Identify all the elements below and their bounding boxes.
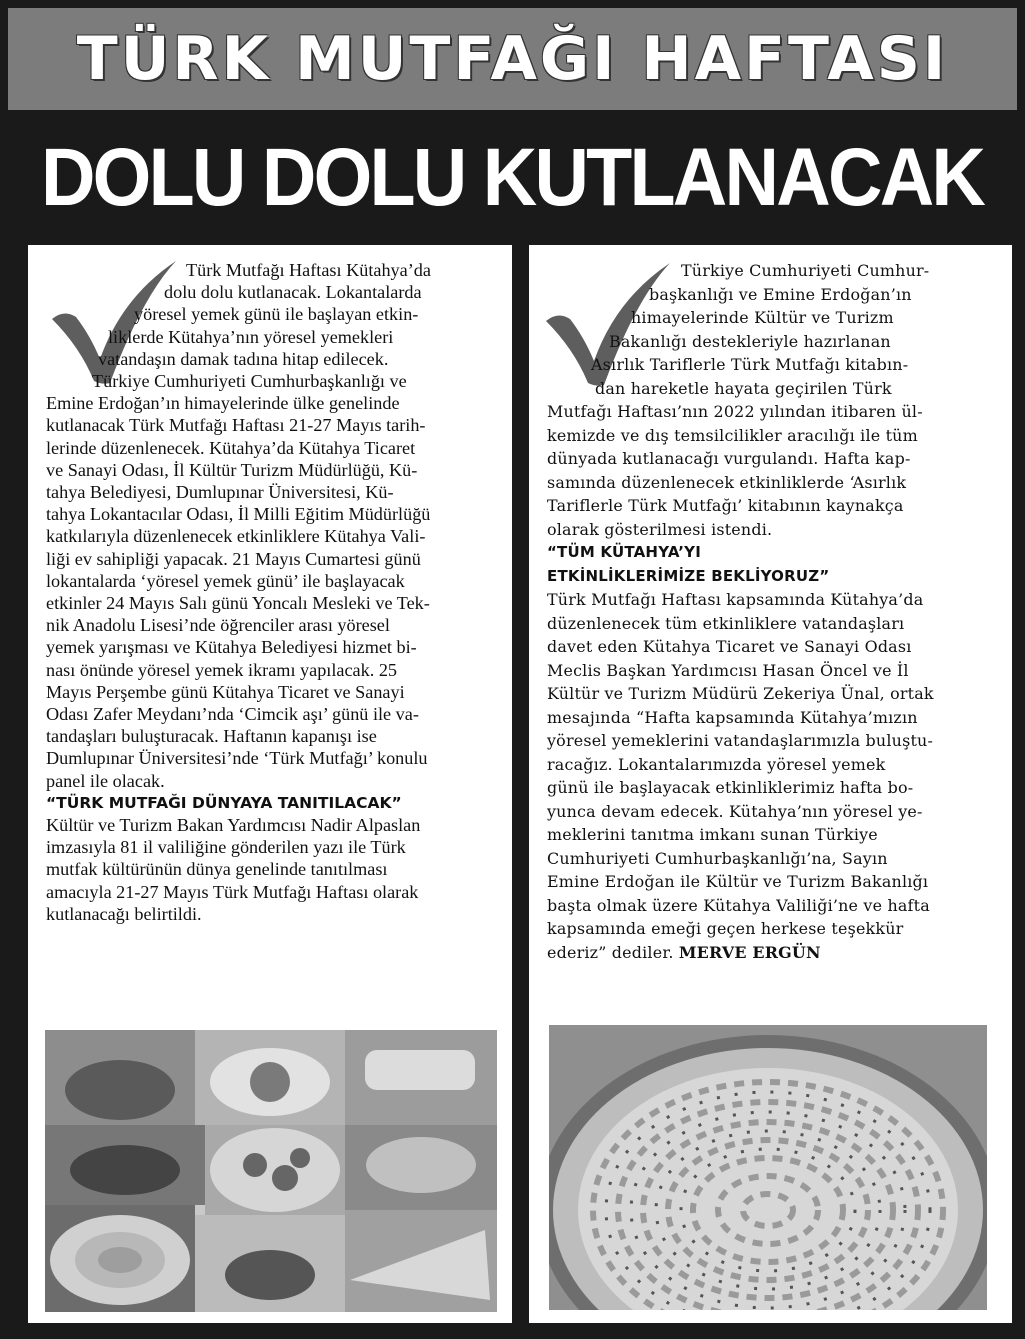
- manti-tray-photo: [549, 1025, 987, 1310]
- article-line: tahya Belediyesi, Dumlupınar Üniversitesi, Kü-: [46, 482, 394, 503]
- article-line: günü ile başlayacak etkinliklerimiz hafta bo-: [547, 778, 914, 797]
- article-line: yöresel yemek günü ile başlayan etkin-: [134, 304, 419, 325]
- article-line: liklerde Kütahya’nın yöresel yemekleri: [108, 326, 394, 347]
- article-line: meklerini tanıtma imkanı sunan Türkiye: [547, 825, 878, 844]
- right-subheading-line: ETKİNLİKLERİMİZE BEKLİYORUZ”: [547, 566, 830, 585]
- article-line: Kültür ve Turizm Müdürü Zekeriya Ünal, ortak: [547, 684, 934, 703]
- article-line: amacıyla 21-27 Mayıs Türk Mutfağı Haftası olarak: [46, 881, 419, 902]
- article-line: liği ev sahipliği yapacak. 21 Mayıs Cumartesi günü: [46, 548, 421, 569]
- article-line: Dumlupınar Üniversitesi’nde ‘Türk Mutfağı’ konulu: [46, 748, 428, 769]
- article-line: himayelerinde Kültür ve Turizm: [631, 308, 894, 327]
- article-line: Türk Mutfağı Haftası kapsamında Kütahya’da: [547, 590, 924, 609]
- article-line: Türk Mutfağı Haftası Kütahya’da: [186, 260, 431, 280]
- article-line: düzenlenecek tüm etkinliklere vatandaşları: [547, 613, 905, 633]
- kicker-title: TÜRK MUTFAĞI HAFTASI: [76, 24, 949, 94]
- article-line: katkılarıyla düzenlenecek etkinliklere Kütahya Vali-: [46, 526, 426, 547]
- article-line: yemek yarışması ve Kütahya Belediyesi hizmet bi-: [46, 637, 417, 658]
- author-byline: MERVE ERGÜN: [678, 942, 821, 962]
- article-line: dünyada kutlanacağı vurgulandı. Hafta kap-: [547, 449, 911, 468]
- left-article-text: [46, 259, 431, 925]
- headline: DOLU DOLU KUTLANACAK: [41, 131, 984, 223]
- article-line: Meclis Başkan Yardımcısı Hasan Öncel ve İl: [547, 660, 909, 680]
- article-line: Emine Erdoğan ile Kültür ve Turizm Bakanlığı: [547, 872, 929, 891]
- article-line: Türkiye Cumhuriyeti Cumhurbaşkanlığı ve: [92, 371, 407, 392]
- article-line: kemizde ve dış temsilcilikler aracılığı ile tüm: [547, 425, 918, 445]
- article-line: ve Sanayi Odası, İl Kültür Turizm Müdürlüğü, Kü-: [46, 459, 418, 480]
- article-line: dan hareketle hayata geçirilen Türk: [595, 378, 892, 398]
- article-line: tahya Lokantacılar Odası, İl Milli Eğitim Müdürlüğü: [46, 504, 431, 525]
- article-line: Bakanlığı destekleriyle hazırlanan: [609, 331, 891, 351]
- article-line: yunca devam edecek. Kütahya’nın yöresel ye-: [547, 801, 923, 821]
- article-line: tandaşları buluşturacak. Haftanın kapanışı ise: [46, 726, 377, 747]
- article-line: davet eden Kütahya Ticaret ve Sanayi Odası: [547, 637, 912, 656]
- closing-text: ederiz” dediler.: [547, 942, 674, 962]
- kicker-band: [8, 8, 1017, 110]
- article-line: Cumhuriyeti Cumhurbaşkanlığı’na, Sayın: [547, 848, 888, 868]
- left-subheading: “TÜRK MUTFAĞI DÜNYAYA TANITILACAK”: [46, 793, 402, 812]
- article-line: samında düzenlenecek etkinliklerde ‘Asırlık: [547, 472, 907, 492]
- article-line: Emine Erdoğan’ın himayelerinde ülke genelinde: [46, 393, 400, 414]
- article-line: Odası Zafer Meydanı’nda ‘Cimcik aşı’ günü ile va-: [46, 704, 419, 725]
- article-line: nası önünde yöresel yemek ikramı yapılacak. 25: [46, 659, 398, 680]
- article-line: dolu dolu kutlanacak. Lokantalarda: [164, 282, 422, 303]
- article-last-line: [547, 941, 934, 965]
- article-line: Mutfağı Haftası’nın 2022 yılından itibaren ül-: [547, 402, 923, 421]
- article-line: lerinde düzenlenecek. Kütahya’da Kütahya Ticaret: [46, 437, 416, 458]
- article-line: olarak gösterilmesi istendi.: [547, 519, 773, 539]
- right-subheading-line: “TÜM KÜTAHYA’YI: [547, 543, 701, 561]
- article-line: kapsamında emeği geçen herkese teşekkür: [547, 919, 904, 938]
- left-column: [28, 245, 512, 1323]
- article-line: kutlanacağı belirtildi.: [46, 903, 202, 924]
- article-line: başkanlığı ve Emine Erdoğan’ın: [649, 284, 912, 304]
- article-line: mutfak kültürünün dünya genelinde tanıtılması: [46, 859, 388, 880]
- article-line: Kültür ve Turizm Bakan Yardımcısı Nadir Alpaslan: [46, 815, 421, 836]
- article-line: panel ile olacak.: [46, 770, 165, 791]
- article-line: lokantalarda ‘yöresel yemek günü’ ile başlayacak: [46, 570, 405, 591]
- article-line: imzasıyla 81 il valiliğine gönderilen yazı ile Türk: [46, 837, 406, 858]
- headline-band: [8, 110, 1017, 245]
- right-column: [529, 245, 1012, 1323]
- article-line: kutlanacak Türk Mutfağı Haftası 21-27 Mayıs tarih-: [46, 415, 426, 436]
- food-collage-photo: [45, 1030, 497, 1312]
- article-line: başta olmak üzere Kütahya Valiliği’ne ve hafta: [547, 895, 930, 915]
- article-line: mesajında “Hafta kapsamında Kütahya’mızın: [547, 707, 918, 727]
- article-line: etkinler 24 Mayıs Salı günü Yoncalı Mesleki ve Tek-: [46, 593, 430, 614]
- article-line: nik Anadolu Lisesi’nde öğrenciler arası yöresel: [46, 615, 390, 636]
- article-line: Asırlık Tariflerle Türk Mutfağı kitabın-: [591, 355, 909, 374]
- article-line: racağız. Lokantalarımızda yöresel yemek: [547, 754, 886, 774]
- article-line: Mayıs Perşembe günü Kütahya Ticaret ve Sanayi: [46, 681, 405, 702]
- right-article-text: [547, 259, 934, 964]
- article-line: yöresel yemeklerini vatandaşlarımızla buluştu-: [547, 731, 934, 750]
- article-line: Tariflerle Türk Mutfağı’ kitabının kaynakça: [547, 496, 904, 515]
- article-line: vatandaşın damak tadına hitap edilecek.: [98, 348, 389, 369]
- article-line: Türkiye Cumhuriyeti Cumhur-: [681, 261, 930, 280]
